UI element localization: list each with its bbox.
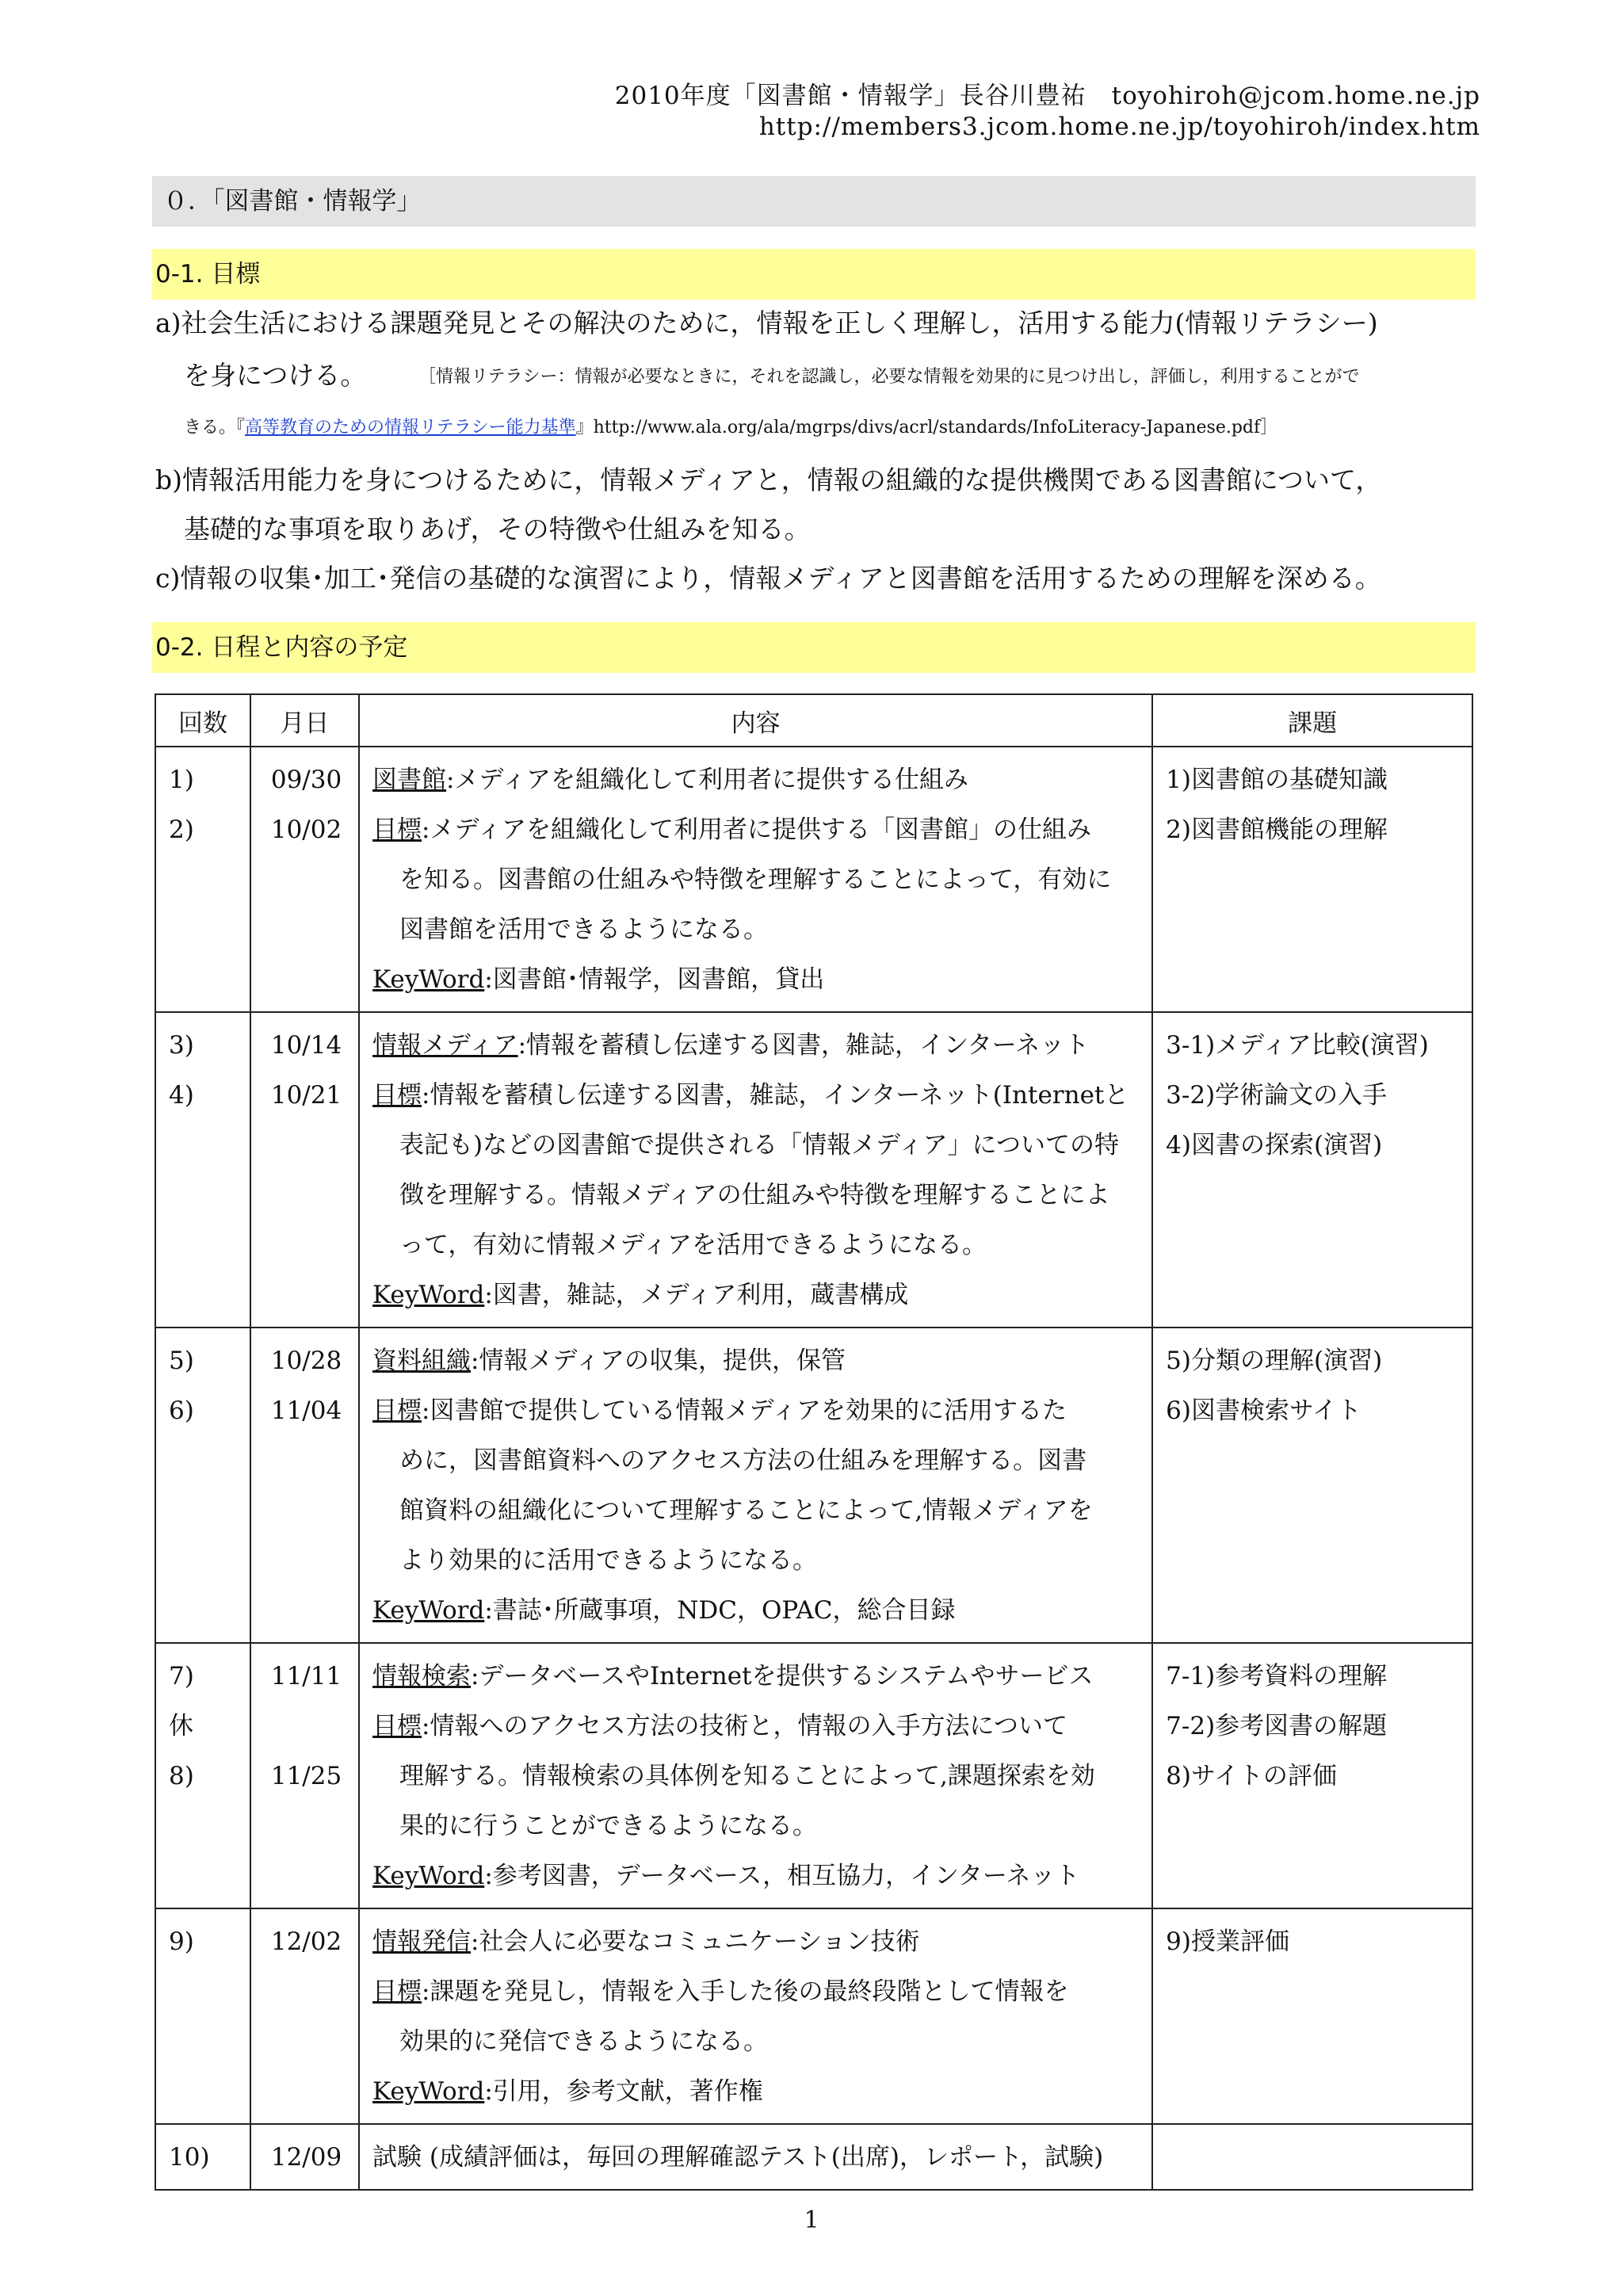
goal-a-line1: a)社会生活における課題発見とその解決のために，情報を正しく理解し，活用する能力(情報リテラシー) [155, 308, 1378, 338]
row-content [359, 1012, 1152, 1328]
num: 8) [169, 1762, 194, 1790]
row-nums [155, 1328, 250, 1643]
table-header-row [155, 694, 1472, 747]
row-nums [155, 2124, 250, 2190]
section-0-title: ０．「図書館・情報学」 [152, 176, 1476, 227]
goal-text: :情報へのアクセス方法の技術と，情報の入手方法について [422, 1712, 1067, 1740]
keyword-text: :書誌･所蔵事項，NDC，OPAC，総合目録 [484, 1596, 956, 1625]
date: 12/02 [270, 1927, 342, 1956]
goal-line [372, 1386, 1142, 1436]
row-dates [250, 1908, 359, 2124]
goal-text: :課題を発見し，情報を入手した後の最終段階として情報を [422, 1977, 1069, 2006]
row-nums [155, 1643, 250, 1908]
num: 9) [169, 1927, 194, 1956]
task: 9)授業評価 [1166, 1927, 1289, 1956]
keyword-label: KeyWord [372, 1281, 485, 1309]
topic-line [372, 1021, 1142, 1071]
num: 4) [169, 1081, 194, 1110]
goal-line [372, 1071, 1142, 1121]
date: 12/09 [270, 2143, 342, 2172]
date: 09/30 [270, 766, 342, 794]
date: 10/28 [270, 1347, 342, 1375]
goal-text: :図書館で提供している情報メディアを効果的に活用するた [422, 1396, 1067, 1425]
goal-line [372, 1967, 1142, 2017]
goal-label: 目標 [372, 1712, 422, 1740]
goal-text: :情報を蓄積し伝達する図書，雑誌，インターネット(Internetと [422, 1081, 1129, 1110]
goal-text: 理解する。情報検索の具体例を知ることによって,課題探索を効 [399, 1762, 1095, 1790]
goal-a-note2 [184, 414, 1277, 438]
goal-text: 館資料の組織化について理解することによって,情報メディアを [399, 1496, 1093, 1525]
table-row-exam [155, 2124, 1472, 2190]
goal-text: :メディアを組織化して利用者に提供する「図書館」の仕組み [422, 816, 1092, 844]
goal-text: 図書館を活用できるようになる。 [399, 915, 769, 944]
num: 2) [169, 816, 194, 844]
keyword-text: :参考図書，データベース，相互協力，インターネット [484, 1862, 1080, 1890]
section-2-title: 0-2. 日程と内容の予定 [152, 622, 1476, 673]
row-content [359, 1908, 1152, 2124]
header-num: 回数 [155, 694, 250, 747]
task: 5)分類の理解(演習) [1166, 1347, 1383, 1375]
date: 10/02 [270, 816, 342, 844]
keyword-text: :図書，雑誌，メディア利用，蔵書構成 [484, 1281, 909, 1309]
goal-label: 目標 [372, 816, 422, 844]
table-row [155, 747, 1472, 1012]
num: 6) [169, 1396, 194, 1425]
page-number: 1 [804, 2206, 819, 2234]
topic: 情報メディア [372, 1031, 518, 1060]
keyword-text: :引用，参考文献，著作権 [484, 2077, 763, 2106]
row-nums [155, 747, 250, 1012]
row-dates [250, 1012, 359, 1328]
topic: 情報検索 [372, 1662, 472, 1690]
row-content [359, 1328, 1152, 1643]
row-nums [155, 1012, 250, 1328]
task: 7-2)参考図書の解題 [1166, 1712, 1388, 1740]
row-tasks [1152, 1643, 1472, 1908]
topic-desc: :情報メディアの収集，提供，保管 [471, 1347, 846, 1375]
row-tasks [1152, 2124, 1472, 2190]
topic-desc: :情報を蓄積し伝達する図書，雑誌，インターネット [517, 1031, 1090, 1060]
task: 1)図書館の基礎知識 [1166, 766, 1388, 794]
topic-line [372, 1652, 1142, 1702]
goal-line [372, 1702, 1142, 1752]
num: 3) [169, 1031, 194, 1060]
goal-label: 目標 [372, 1396, 422, 1425]
topic-desc: :データベースやInternetを提供するシステムやサービス [471, 1662, 1094, 1690]
num: 休 [169, 1712, 193, 1740]
num: 1) [169, 766, 194, 794]
date: 10/14 [270, 1031, 342, 1060]
table-row [155, 1643, 1472, 1908]
goal-text: って，有効に情報メディアを活用できるようになる。 [399, 1231, 987, 1259]
goal-text: を知る。図書館の仕組みや特徴を理解することによって，有効に [399, 865, 1112, 894]
header-course-email: 2010年度「図書館・情報学」長谷川豊祐 toyohiroh@jcom.home.ne.jp [614, 82, 1480, 110]
task: 4)図書の探索(演習) [1166, 1131, 1383, 1159]
goal-b-line1: b)情報活用能力を身につけるために，情報メディアと，情報の組織的な提供機関である図書館について， [155, 464, 1382, 495]
header-task: 課題 [1152, 694, 1472, 747]
schedule-table [155, 693, 1473, 2191]
task: 7-1)参考資料の理解 [1166, 1662, 1388, 1690]
row-dates [250, 747, 359, 1012]
exam-text: 試験 (成績評価は，毎回の理解確認テスト(出席)，レポート，試験) [372, 2143, 1104, 2172]
row-dates [250, 1643, 359, 1908]
task: 3-1)メディア比較(演習) [1166, 1031, 1429, 1060]
topic-desc: :社会人に必要なコミュニケーション技術 [471, 1927, 920, 1956]
keyword-line [372, 1586, 1142, 1636]
task: 2)図書館機能の理解 [1166, 816, 1388, 844]
section-1-title: 0-1. 目標 [152, 249, 1476, 300]
table-row [155, 1908, 1472, 2124]
note-url: 』http://www.ala.org/ala/mgrps/divs/acrl/standards/InfoLiteracy-Japanese.pdf］ [575, 418, 1278, 437]
keyword-line [372, 2067, 1142, 2117]
date: 10/21 [270, 1081, 342, 1110]
goal-a-line2: を身につける。 [184, 360, 367, 391]
header-date: 月日 [250, 694, 359, 747]
topic: 情報発信 [372, 1927, 472, 1956]
num: 7) [169, 1662, 194, 1690]
topic: 資料組織 [372, 1347, 472, 1375]
task: 3-2)学術論文の入手 [1166, 1081, 1388, 1110]
goal-label: 目標 [372, 1977, 422, 2006]
goal-line [372, 805, 1142, 855]
keyword-label: KeyWord [372, 965, 485, 994]
row-content [359, 2124, 1152, 2190]
goal-text: 表記も)などの図書館で提供される「情報メディア」についての特 [399, 1131, 1120, 1159]
num: 5) [169, 1347, 194, 1375]
topic-desc: :メディアを組織化して利用者に提供する仕組み [446, 766, 969, 794]
keyword-text: :図書館･情報学，図書館，貸出 [484, 965, 825, 994]
table-row [155, 1328, 1472, 1643]
row-tasks [1152, 1012, 1472, 1328]
task: 8)サイトの評価 [1166, 1762, 1337, 1790]
date: 11/11 [270, 1662, 342, 1690]
keyword-line [372, 955, 1142, 1005]
keyword-label: KeyWord [372, 1862, 485, 1890]
table-row [155, 1012, 1472, 1328]
goal-text: めに，図書館資料へのアクセス方法の仕組みを理解する。図書 [399, 1446, 1087, 1475]
keyword-label: KeyWord [372, 2077, 485, 2106]
row-tasks [1152, 1908, 1472, 2124]
goal-text: 効果的に発信できるようになる。 [399, 2027, 769, 2056]
num: 10) [169, 2143, 210, 2172]
standards-link[interactable]: 高等教育のための情報リテラシー能力基準 [245, 418, 576, 437]
goal-a-note1: ［情報リテラシー：情報が必要なときに，それを認識し，必要な情報を効果的に見つけ出し，評価し，利用することがで [418, 367, 1360, 387]
goal-b-line2: 基礎的な事項を取りあげ，その特徴や仕組みを知る。 [184, 514, 811, 544]
header-url: http://members3.jcom.home.ne.jp/toyohiroh/index.htm [758, 113, 1480, 141]
keyword-line [372, 1270, 1142, 1320]
row-tasks [1152, 1328, 1472, 1643]
topic: 図書館 [372, 766, 447, 794]
goal-label: 目標 [372, 1081, 422, 1110]
goal-c-line1: c)情報の収集･加工･発信の基礎的な演習により，情報メディアと図書館を活用するための理解を深める。 [155, 563, 1381, 594]
date: 11/25 [270, 1762, 342, 1790]
header-content: 内容 [359, 694, 1152, 747]
row-content [359, 747, 1152, 1012]
topic-line [372, 1917, 1142, 1967]
task: 6)図書検索サイト [1166, 1396, 1361, 1425]
keyword-label: KeyWord [372, 1596, 485, 1625]
topic-line [372, 755, 1142, 805]
row-content [359, 1643, 1152, 1908]
topic-line [372, 1336, 1142, 1386]
task-empty [1166, 2133, 1462, 2183]
goal-text: より効果的に活用できるようになる。 [399, 1546, 818, 1575]
date-empty [264, 1702, 349, 1752]
row-tasks [1152, 747, 1472, 1012]
goal-text: 徴を理解する。情報メディアの仕組みや特徴を理解することによ [399, 1181, 1110, 1209]
row-nums [155, 1908, 250, 2124]
row-dates [250, 1328, 359, 1643]
goal-text: 果的に行うことができるようになる。 [399, 1812, 818, 1840]
date: 11/04 [270, 1396, 342, 1425]
note-prefix: きる。『 [184, 418, 246, 437]
keyword-line [372, 1851, 1142, 1901]
row-dates [250, 2124, 359, 2190]
